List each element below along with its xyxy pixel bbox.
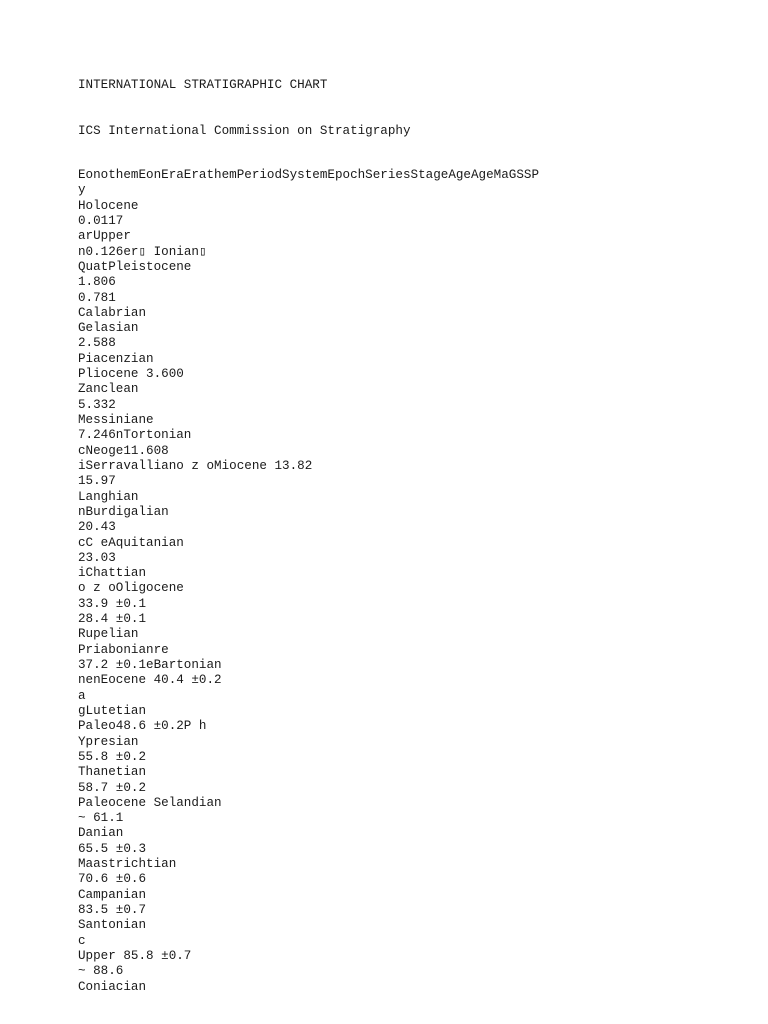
text-line: 65.5 ±0.3 — [78, 841, 147, 856]
text-line: ~ 88.6 — [78, 964, 124, 979]
text-lines — [78, 168, 539, 995]
text-line: 1.806 — [78, 275, 116, 290]
text-line: Holocene — [78, 198, 139, 213]
text-line: 5.332 — [78, 397, 116, 412]
text-line: Piacenzian — [78, 351, 154, 366]
text-line: iSerravalliano z oMiocene 13.82 — [78, 458, 313, 473]
text-line: EonothemEonEraErathemPeriodSystemEpochSeriesStageAgeAgeMaGSSP — [78, 168, 540, 182]
text-line: 15.97 — [78, 474, 116, 489]
text-line: Santonian — [78, 918, 147, 933]
text-line: nenEocene 40.4 ±0.2 — [78, 673, 222, 688]
text-line: Rupelian — [78, 627, 139, 642]
text-line: 70.6 ±0.6 — [78, 872, 147, 887]
text-line: Thanetian — [78, 765, 147, 780]
text-line: 58.7 ±0.2 — [78, 780, 147, 795]
text-line: 23.03 — [78, 550, 116, 565]
text-line: Campanian — [78, 887, 147, 902]
text-line: 28.4 ±0.1 — [78, 612, 147, 627]
text-line: Danian — [78, 826, 124, 841]
text-line: Priabonianre — [78, 642, 169, 657]
text-line: Pliocene 3.600 — [78, 367, 184, 382]
text-line: Langhian — [78, 489, 139, 504]
text-line: 55.8 ±0.2 — [78, 749, 147, 764]
text-line: Gelasian — [78, 321, 139, 336]
text-line: c — [78, 933, 86, 948]
text-line: iChattian — [78, 566, 147, 581]
text-line: cNeoge11.608 — [78, 443, 169, 458]
text-line: 83.5 ±0.7 — [78, 903, 147, 917]
text-line: gLutetian — [78, 703, 147, 718]
text-line: 0.0117 — [78, 213, 124, 228]
text-line: arUpper — [78, 229, 131, 244]
text-line: 7.246nTortonian — [78, 428, 192, 443]
text-line: Ypresian — [78, 734, 139, 749]
document-subtitle: ICS International Commission on Stratigraphy — [78, 124, 411, 138]
text-line: Zanclean — [78, 382, 139, 397]
text-line: Paleo48.6 ±0.2P h — [78, 719, 207, 734]
text-line: Upper 85.8 ±0.7 — [78, 948, 192, 963]
text-line: nBurdigalian — [78, 504, 169, 519]
text-line: 0.781 — [78, 290, 116, 305]
document-page — [78, 0, 748, 1024]
text-line: 20.43 — [78, 520, 116, 535]
text-line: Messiniane — [78, 413, 154, 427]
text-line: 2.588 — [78, 336, 116, 351]
text-line: Paleocene Selandian — [78, 795, 222, 810]
text-line: 37.2 ±0.1eBartonian — [78, 658, 222, 672]
document-title: INTERNATIONAL STRATIGRAPHIC CHART — [78, 78, 328, 92]
text-line: cC eAquitanian — [78, 535, 184, 550]
text-line: Maastrichtian — [78, 857, 177, 872]
text-line: 33.9 ±0.1 — [78, 596, 147, 611]
text-line: Calabrian — [78, 305, 147, 320]
text-line: a — [78, 688, 86, 703]
text-line: y — [78, 183, 86, 198]
text-line: Coniacian — [78, 979, 147, 994]
text-line: ~ 61.1 — [78, 811, 124, 826]
text-line: o z oOligocene — [78, 581, 184, 596]
text-line: n0.126er▯ Ionian▯ — [78, 244, 207, 259]
text-line: QuatPleistocene — [78, 259, 192, 274]
